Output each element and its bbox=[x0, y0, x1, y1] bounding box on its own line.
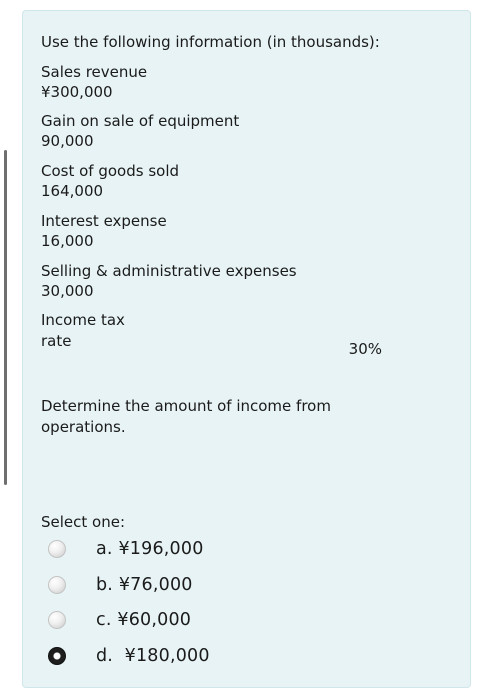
tax-rate-value: 30% bbox=[348, 340, 382, 358]
item-label-gain-on-sale: Gain on sale of equipment bbox=[41, 112, 240, 130]
option-c[interactable] bbox=[23, 607, 470, 637]
tax-label-line2: rate bbox=[41, 332, 72, 350]
option-d[interactable] bbox=[23, 643, 470, 673]
tax-label-line1: Income tax bbox=[41, 311, 125, 329]
item-label-selling-admin: Selling & administrative expenses bbox=[41, 262, 297, 280]
option-a-label: a. ¥196,000 bbox=[96, 539, 204, 559]
radio-button-icon[interactable] bbox=[48, 611, 66, 629]
intro-text: Use the following information (in thousands): bbox=[41, 33, 380, 51]
item-label-cogs: Cost of goods sold bbox=[41, 162, 180, 180]
option-c-label: c. ¥60,000 bbox=[96, 610, 192, 630]
option-d-label: d. ¥180,000 bbox=[96, 646, 210, 666]
item-value-gain-on-sale: 90,000 bbox=[41, 132, 94, 150]
item-value-selling-admin: 30,000 bbox=[41, 282, 94, 300]
option-b-label: b. ¥76,000 bbox=[96, 575, 193, 595]
radio-button-selected-icon[interactable] bbox=[48, 647, 66, 665]
item-value-cogs: 164,000 bbox=[41, 182, 104, 200]
scroll-indicator[interactable] bbox=[4, 150, 7, 485]
option-a[interactable] bbox=[23, 536, 470, 566]
select-one-label: Select one: bbox=[41, 513, 126, 531]
option-b[interactable] bbox=[23, 572, 470, 602]
radio-button-icon[interactable] bbox=[48, 576, 66, 594]
radio-button-icon[interactable] bbox=[48, 540, 66, 558]
item-label-interest-expense: Interest expense bbox=[41, 212, 167, 230]
question-card bbox=[22, 10, 471, 688]
question-prompt: Determine the amount of income from operations. bbox=[41, 397, 331, 436]
item-value-interest-expense: 16,000 bbox=[41, 232, 94, 250]
item-value-sales-revenue: ¥300,000 bbox=[41, 83, 113, 101]
item-label-sales-revenue: Sales revenue bbox=[41, 63, 148, 81]
